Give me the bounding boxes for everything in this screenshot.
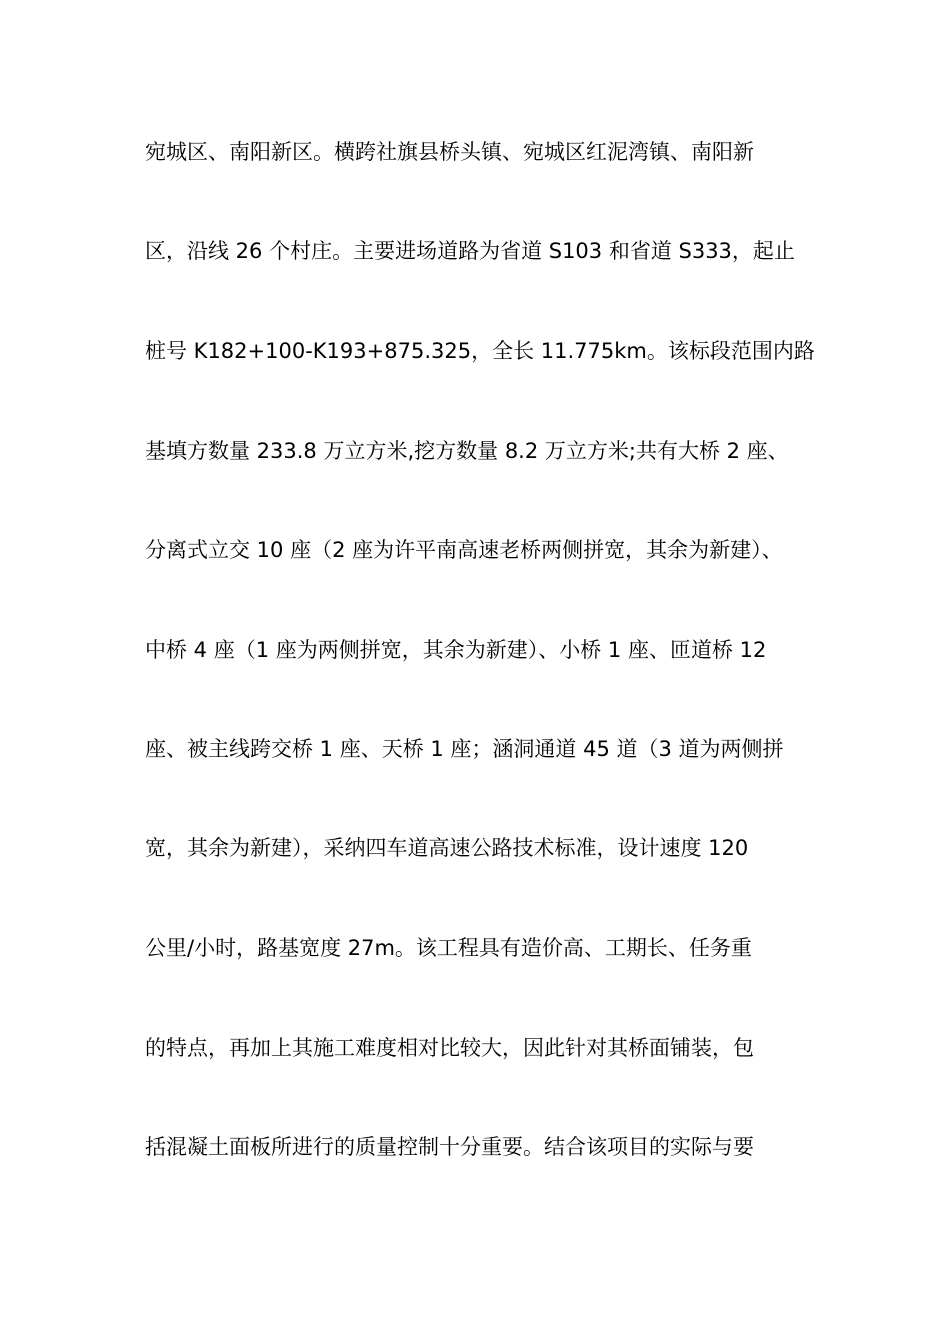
text-line-1: 宛城区、南阳新区。横跨社旗县桥头镇、宛城区红泥湾镇、南阳新 [145,140,754,164]
text-line-4: 基填方数量 233.8 万立方米,挖方数量 8.2 万立方米;共有大桥 2 座、 [145,439,789,463]
text-line-2: 区，沿线 26 个村庄。主要进场道路为省道 S103 和省道 S333，起止 [145,239,795,263]
text-line-5: 分离式立交 10 座（2 座为许平南高速老桥两侧拼宽，其余为新建）、 [145,538,783,562]
text-line-6: 中桥 4 座（1 座为两侧拼宽，其余为新建）、小桥 1 座、匝道桥 12 [145,638,767,662]
text-line-8: 宽，其余为新建），采纳四车道高速公路技术标准，设计速度 120 [145,836,749,860]
text-line-3: 桩号 K182+100-K193+875.325，全长 11.775km。该标段范围内路 [145,339,815,363]
text-line-7: 座、被主线跨交桥 1 座、天桥 1 座；涵洞通道 45 道（3 道为两侧拼 [145,737,784,761]
text-line-11: 括混凝土面板所进行的质量控制十分重要。结合该项目的实际与要 [145,1135,754,1159]
text-line-10: 的特点，再加上其施工难度相对比较大，因此针对其桥面铺装，包 [145,1036,754,1060]
text-line-9: 公里/小时，路基宽度 27m。该工程具有造价高、工期长、任务重 [145,936,752,960]
